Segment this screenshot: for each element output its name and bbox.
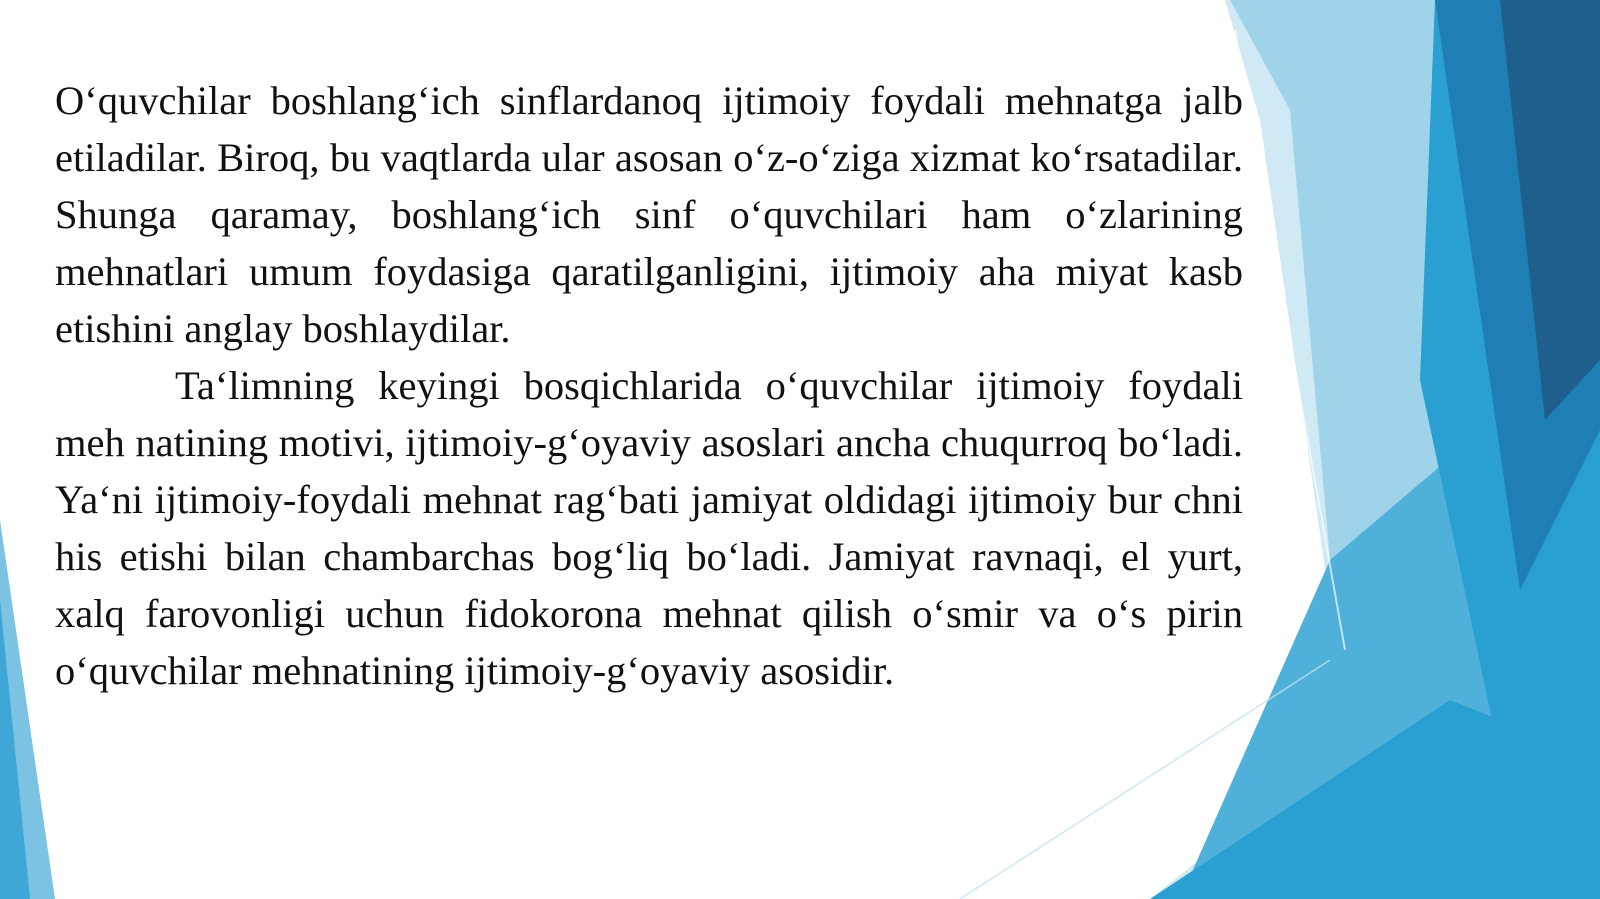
paragraph: O‘quvchilar boshlang‘ich sinflardanoq ijtimoiy foydali mehnatga jalb etiladilar. Biroq, bu vaqtlarda ular asosan o‘z-o‘ziga xizmat ko‘rsatadilar. Shunga qaramay, boshlang‘ich sinf o‘quvchilari ham o‘zlarining mehnatlari umum foydasiga qaratilganligini, ijtimoiy aha miyat kasb etishini anglay boshlaydilar. — [55, 78, 1243, 351]
body-text — [55, 72, 1243, 699]
paragraph: Ta‘limning keyingi bosqichlarida o‘quvchilar ijtimoiy foydali meh natining motivi, ijtimoiy-g‘oyaviy asoslari ancha chuqurroq bo‘ladi. Ya‘ni ijtimoiy-foydali mehnat rag‘bati jamiyat oldidagi ijtimoiy bur chni his etishi bilan chambarchas bog‘liq bo‘ladi. Jamiyat ravnaqi, el yurt, xalq farovonligi uchun fidokorona mehnat qilish o‘smir va o‘s pirin o‘quvchilar mehnatining ijtimoiy-g‘oyaviy asosidir. — [55, 363, 1243, 693]
